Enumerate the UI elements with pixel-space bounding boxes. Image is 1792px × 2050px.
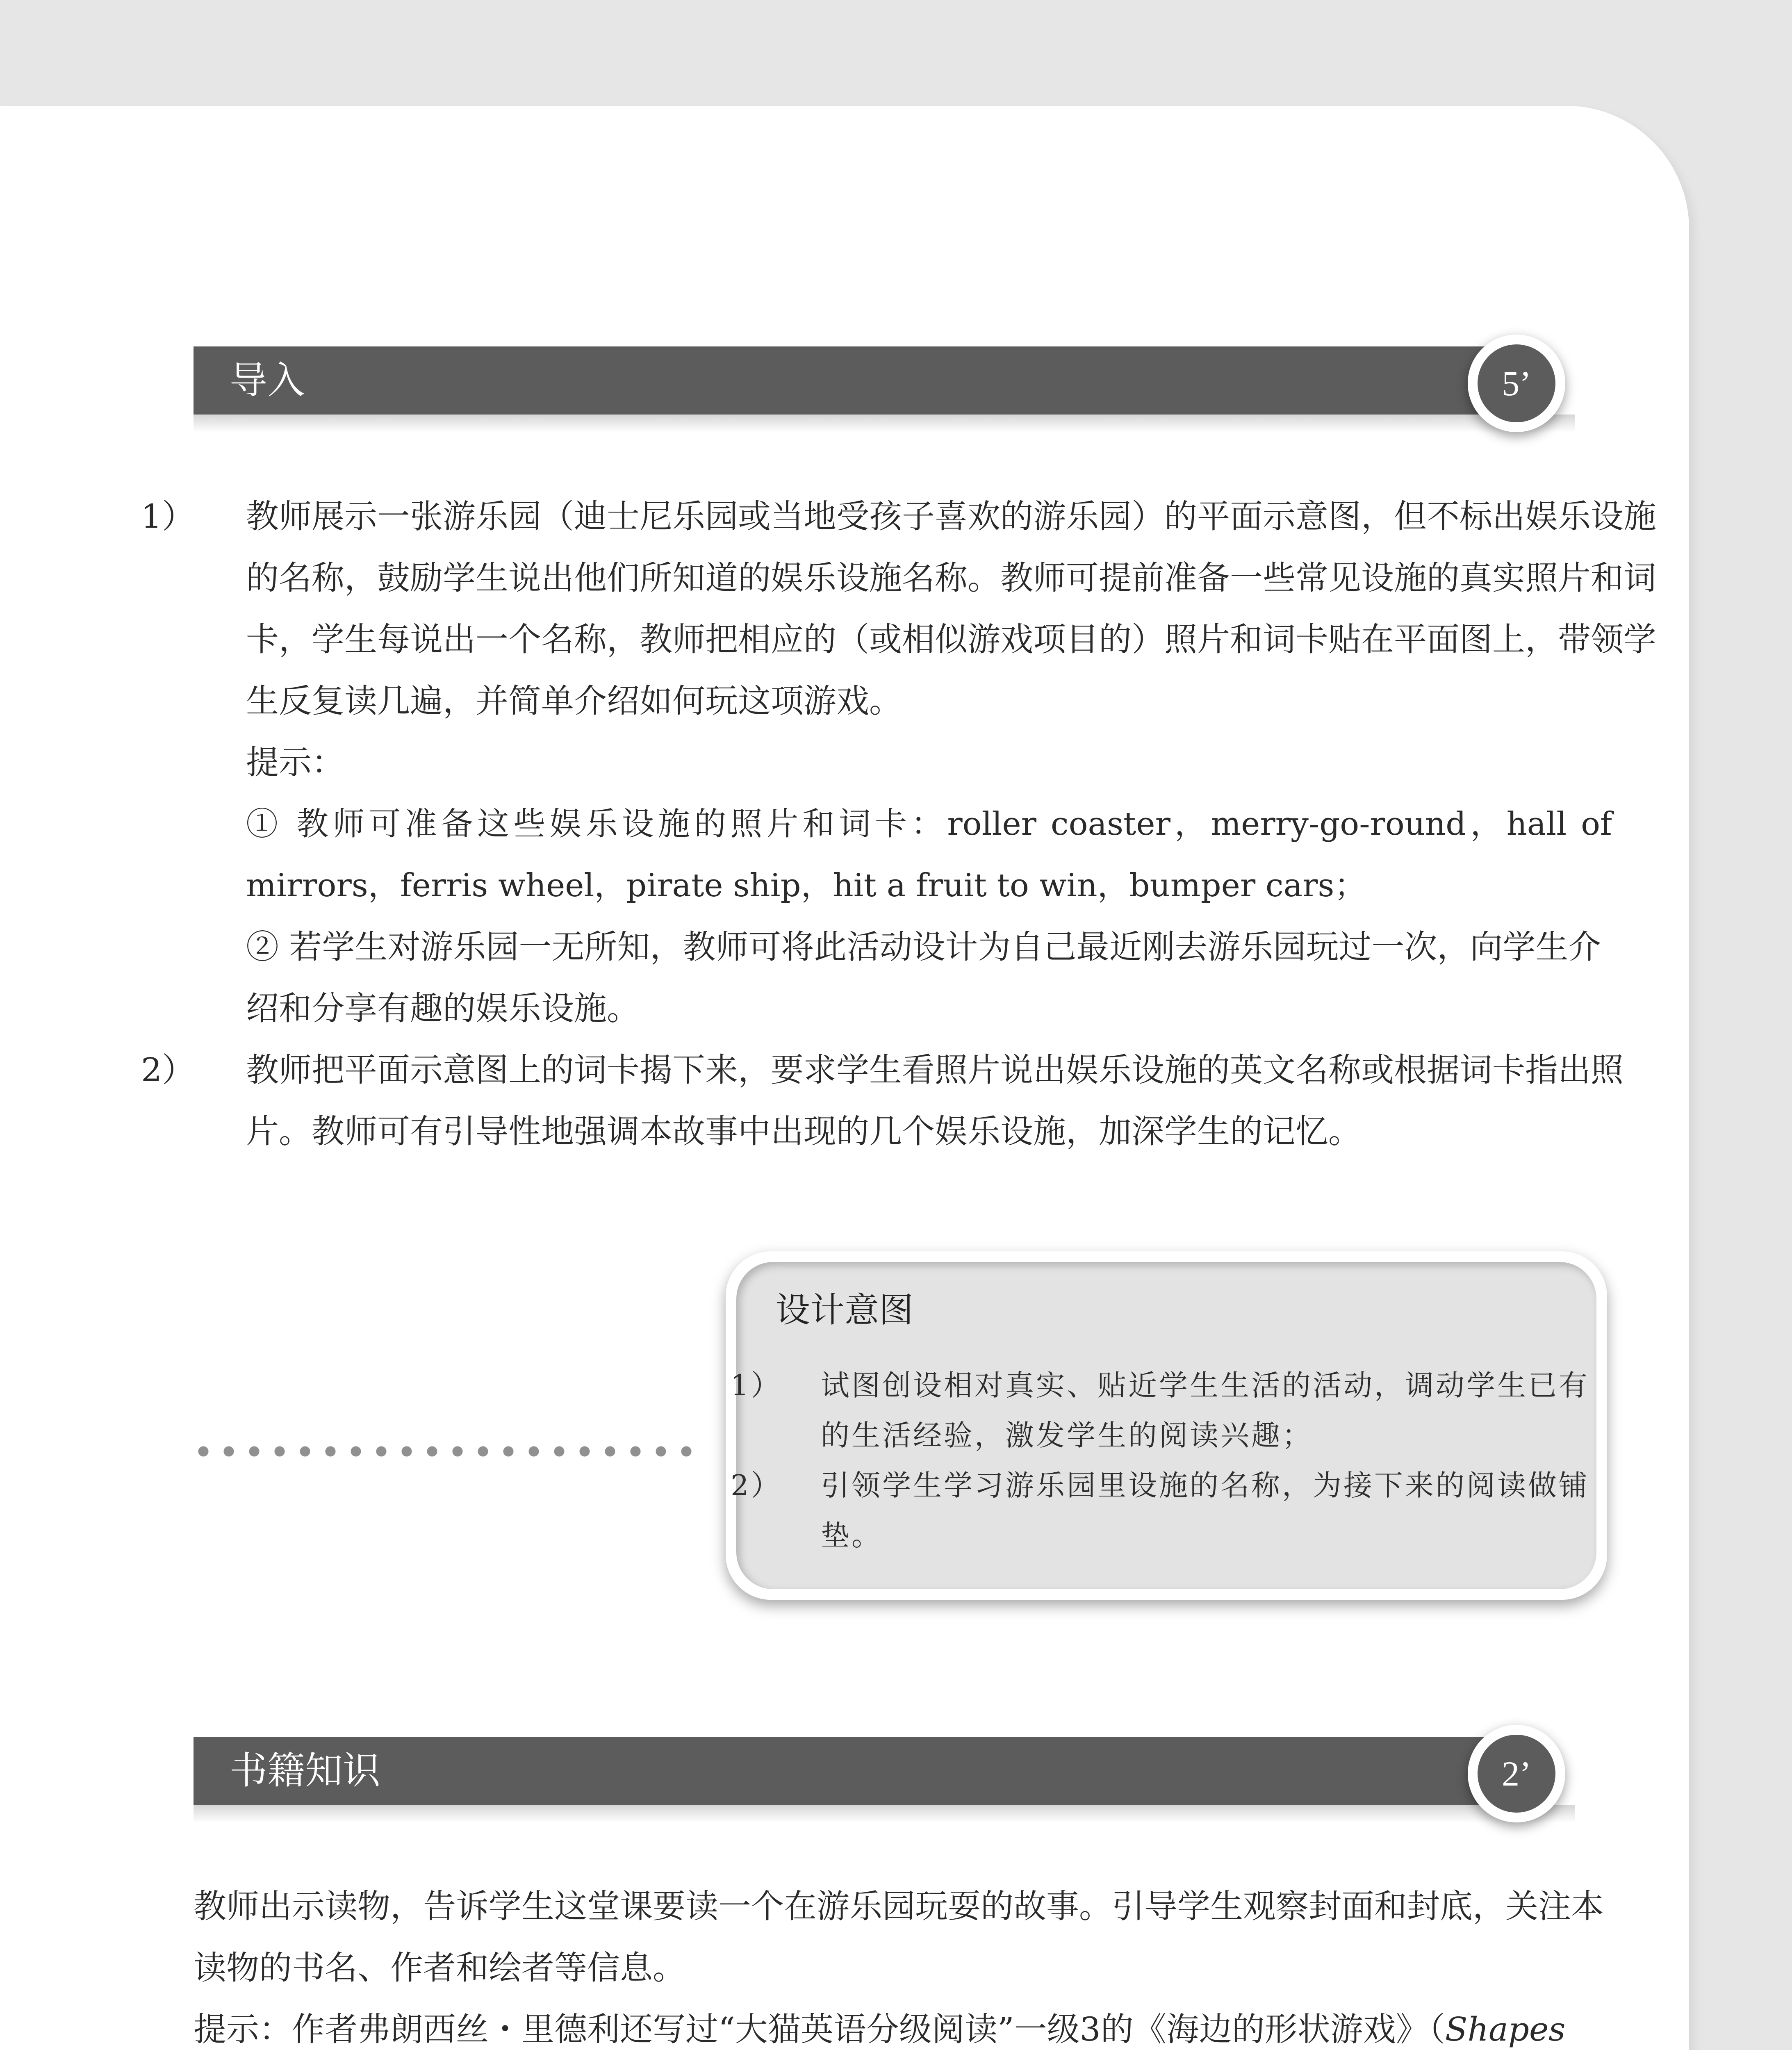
design-item-2-text: 引领学生学习游乐园里设施的名称，为接下来的阅读做铺垫。 [821,1469,1589,1552]
section-header-shadow-2 [194,1805,1575,1823]
intro-tip-2: ② 若学生对游乐园一无所知，教师可将此活动设计为自己最近刚去游乐园玩过一次，向学生介绍和分享有趣的娱乐设施。 [246,928,1601,1027]
time-label-intro: 5’ [1502,364,1531,403]
time-badge-intro [1468,335,1565,432]
design-callout [726,1251,1607,1600]
book-para-1: 教师出示读物，告诉学生这堂课要读一个在游乐园玩耍的故事。引导学生观察封面和封底，关注本读物的书名、作者和绘者等信息。 [194,1887,1604,1987]
intro-tip-1: ① 教师可准备这些娱乐设施的照片和词卡：roller coaster，merry-go-round，hall of mirrors，ferris wheel，pirate ship，hit a fruit to win，bumper cars； [246,806,1612,904]
dotted-leader [191,1442,699,1460]
intro-step-2-label: 2） [141,1051,195,1089]
intro-step-1-text: 教师展示一张游乐园（迪士尼乐园或当地受孩子喜欢的游乐园）的平面示意图，但不标出娱乐设施的名称，鼓励学生说出他们所知道的娱乐设施名称。教师可提前准备一些常见设施的真实照片和词卡，学生每说出一个名称，教师把相应的（或相似游戏项目的）照片和词卡贴在平面图上，带领学生反复读几遍，并简单介绍如何玩这项游戏。 [246,497,1656,720]
section-header-shadow [194,415,1575,433]
time-badge-book [1468,1725,1565,1822]
section-title-book: 书籍知识 [230,1749,381,1793]
time-label-book: 2’ [1502,1754,1531,1793]
book-tip [194,1999,1612,2050]
design-item-2-label: 2） [731,1469,782,1502]
section-header-book [194,1737,1542,1805]
section-header-intro [194,346,1542,415]
intro-step-1 [141,486,1664,732]
design-item-1 [731,1360,1616,1460]
intro-step-2-text: 教师把平面示意图上的词卡揭下来，要求学生看照片说出娱乐设施的英文名称或根据词卡指出照片。教师可有引导性地强调本故事中出现的几个娱乐设施，加深学生的记忆。 [246,1051,1624,1150]
intro-step-2 [141,1039,1664,1162]
design-callout-title: 设计意图 [776,1290,914,1330]
design-item-2 [731,1460,1616,1560]
section-title-intro: 导入 [230,358,305,402]
book-tip-prefix: 提示：作者弗朗西丝・里德利还写过“大猫英语分级阅读”一级3的《海边的形状游戏》（ [194,2010,1445,2048]
design-item-1-label: 1） [731,1369,782,1402]
intro-tip-label: 提示： [246,743,344,781]
book-tip-title: Shapes [1445,2010,1566,2048]
design-item-1-text: 试图创设相对真实、贴近学生生活的活动，调动学生已有的生活经验，激发学生的阅读兴趣； [821,1369,1589,1452]
intro-step-1-label: 1） [141,497,195,535]
design-callout-inner [731,1262,1596,1589]
